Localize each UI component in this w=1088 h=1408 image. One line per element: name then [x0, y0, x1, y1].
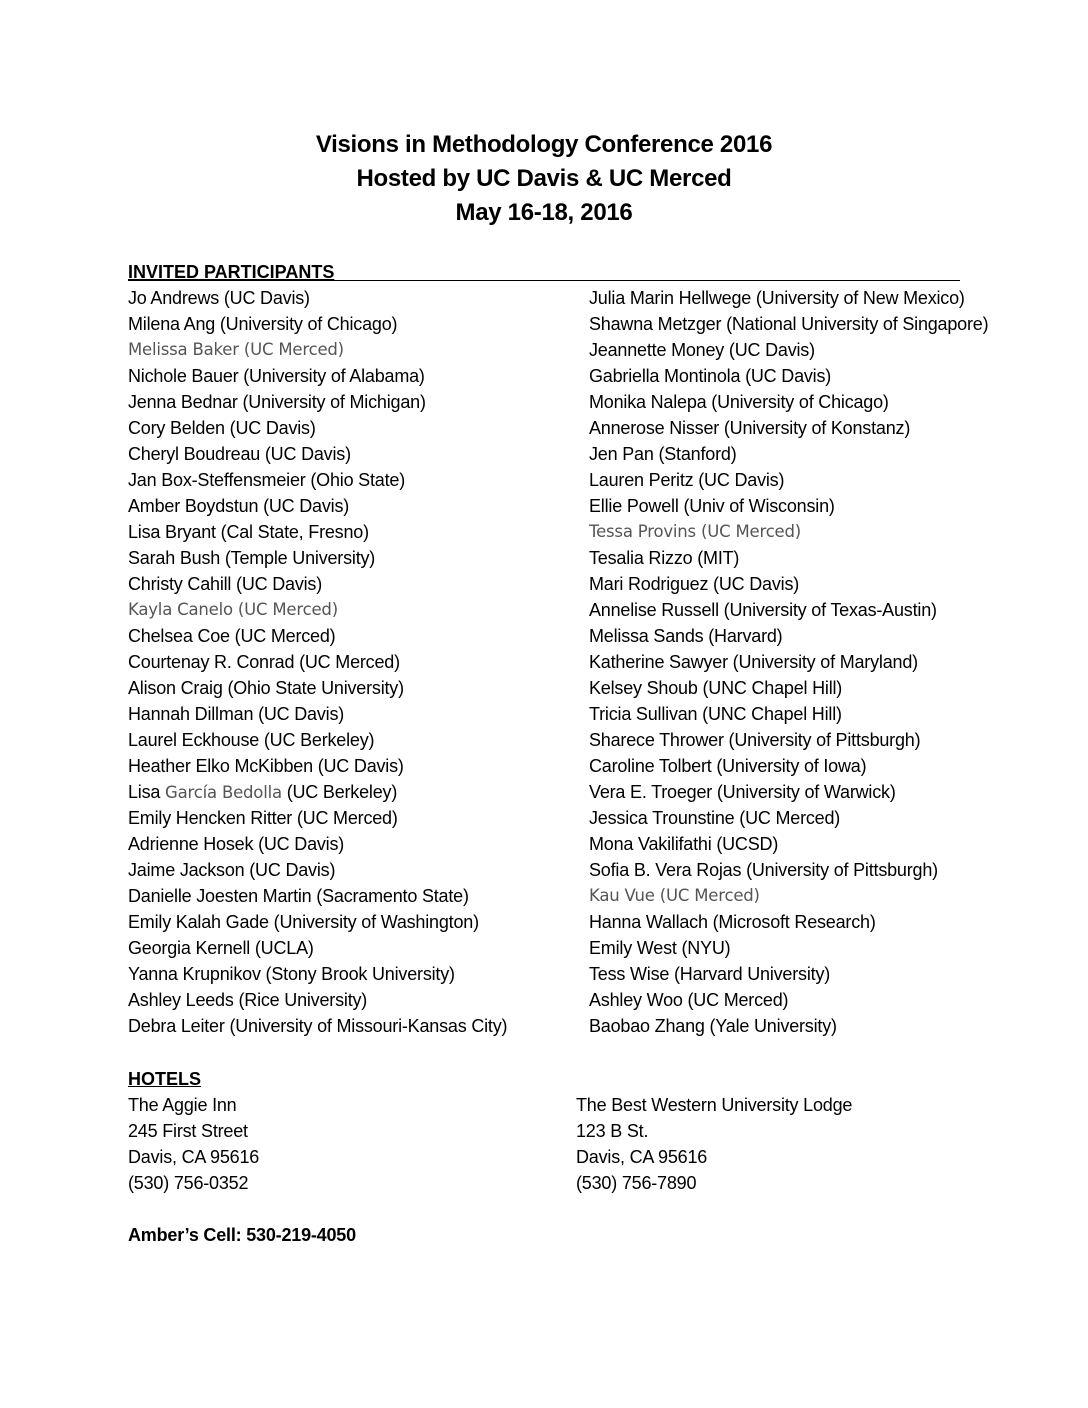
participant-item: Mari Rodriguez (UC Davis) — [589, 574, 800, 594]
participants-heading: INVITED PARTICIPANTS — [128, 262, 335, 282]
participant-item: Tessa Provins (UC Merced) — [589, 522, 802, 541]
participant-item: Georgia Kernell (UCLA) — [128, 938, 314, 958]
hotel-city: Davis, CA 95616 — [128, 1147, 260, 1167]
participant-item: Tricia Sullivan (UNC Chapel Hill) — [589, 704, 842, 724]
participant-item: Jan Box-Steffensmeier (Ohio State) — [128, 470, 405, 490]
title-line-2: Hosted by UC Davis & UC Merced — [356, 165, 732, 192]
participant-name-part: Lisa — [128, 782, 166, 802]
hotels-heading: HOTELS — [128, 1069, 202, 1089]
participant-item: Jaime Jackson (UC Davis) — [128, 860, 336, 880]
participant-item: Jo Andrews (UC Davis) — [128, 288, 310, 308]
participant-item: Melissa Sands (Harvard) — [589, 626, 783, 646]
hotel-name: The Aggie Inn — [128, 1095, 237, 1115]
participant-item: Katherine Sawyer (University of Maryland) — [589, 652, 918, 672]
participant-item: Cory Belden (UC Davis) — [128, 418, 316, 438]
participant-item: Adrienne Hosek (UC Davis) — [128, 834, 345, 854]
hotel-best-western — [576, 1092, 852, 1196]
participant-item: Amber Boydstun (UC Davis) — [128, 496, 350, 516]
participant-item: Sharece Thrower (University of Pittsburgh) — [589, 730, 921, 750]
participants-right-column — [589, 285, 988, 1039]
participant-item: Kelsey Shoub (UNC Chapel Hill) — [589, 678, 843, 698]
participant-item: Annerose Nisser (University of Konstanz) — [589, 418, 911, 438]
hotel-aggie-inn — [128, 1092, 259, 1196]
title-line-1: Visions in Methodology Conference 2016 — [315, 131, 773, 158]
hotel-street: 245 First Street — [128, 1121, 248, 1141]
participant-item: Jenna Bednar (University of Michigan) — [128, 392, 426, 412]
participant-item: Gabriella Montinola (UC Davis) — [589, 366, 832, 386]
participant-name-part: (UC Berkeley) — [281, 782, 398, 802]
participant-item: Lauren Peritz (UC Davis) — [589, 470, 785, 490]
participant-item: Ellie Powell (Univ of Wisconsin) — [589, 496, 835, 516]
participant-item: Monika Nalepa (University of Chicago) — [589, 392, 889, 412]
participant-item: Melissa Baker (UC Merced) — [128, 340, 344, 359]
participant-item: Danielle Joesten Martin (Sacramento State) — [128, 886, 469, 906]
participant-item: Shawna Metzger (National University of Singapore) — [589, 314, 989, 334]
participant-item: Nichole Bauer (University of Alabama) — [128, 366, 425, 386]
participant-name-part: García Bedolla — [165, 783, 282, 802]
participant-item: Tesalia Rizzo (MIT) — [589, 548, 740, 568]
contact-cell: Amber’s Cell: 530-219-4050 — [128, 1225, 356, 1245]
participant-item: Hannah Dillman (UC Davis) — [128, 704, 345, 724]
participant-item: Christy Cahill (UC Davis) — [128, 574, 323, 594]
participant-item: Heather Elko McKibben (UC Davis) — [128, 756, 404, 776]
hotel-phone: (530) 756-7890 — [576, 1173, 697, 1193]
section-divider — [128, 280, 960, 281]
participant-item: Emily West (NYU) — [589, 938, 731, 958]
participant-item: Annelise Russell (University of Texas-Austin) — [589, 600, 937, 620]
participant-item: Hanna Wallach (Microsoft Research) — [589, 912, 876, 932]
participant-item: Laurel Eckhouse (UC Berkeley) — [128, 730, 375, 750]
document-title — [0, 128, 1088, 230]
participant-item: Julia Marin Hellwege (University of New Mexico) — [589, 288, 965, 308]
participant-item: Ashley Woo (UC Merced) — [589, 990, 789, 1010]
participant-item: Jessica Trounstine (UC Merced) — [589, 808, 841, 828]
participant-item: Emily Hencken Ritter (UC Merced) — [128, 808, 398, 828]
participant-item: Jeannette Money (UC Davis) — [589, 340, 815, 360]
participant-item: Debra Leiter (University of Missouri-Kansas City) — [128, 1016, 508, 1036]
participant-item: Sarah Bush (Temple University) — [128, 548, 376, 568]
hotel-street: 123 B St. — [576, 1121, 649, 1141]
participant-item — [128, 779, 507, 805]
participant-item: Chelsea Coe (UC Merced) — [128, 626, 336, 646]
participants-left-column — [128, 285, 507, 1039]
participant-item: Yanna Krupnikov (Stony Brook University) — [128, 964, 455, 984]
hotel-name: The Best Western University Lodge — [576, 1095, 853, 1115]
participant-item: Vera E. Troeger (University of Warwick) — [589, 782, 896, 802]
participant-item: Tess Wise (Harvard University) — [589, 964, 831, 984]
participant-item: Lisa Bryant (Cal State, Fresno) — [128, 522, 369, 542]
participant-item: Sofia B. Vera Rojas (University of Pittsburgh) — [589, 860, 938, 880]
participant-item: Courtenay R. Conrad (UC Merced) — [128, 652, 400, 672]
participant-item: Ashley Leeds (Rice University) — [128, 990, 368, 1010]
hotel-phone: (530) 756-0352 — [128, 1173, 249, 1193]
hotel-city: Davis, CA 95616 — [576, 1147, 708, 1167]
participant-item: Baobao Zhang (Yale University) — [589, 1016, 837, 1036]
participant-item: Emily Kalah Gade (University of Washington) — [128, 912, 479, 932]
participant-item: Caroline Tolbert (University of Iowa) — [589, 756, 867, 776]
title-line-3: May 16-18, 2016 — [455, 199, 633, 226]
participant-item: Cheryl Boudreau (UC Davis) — [128, 444, 351, 464]
participant-item: Kau Vue (UC Merced) — [589, 886, 760, 905]
participant-item: Jen Pan (Stanford) — [589, 444, 737, 464]
participant-item: Mona Vakilifathi (UCSD) — [589, 834, 779, 854]
participant-item: Kayla Canelo (UC Merced) — [128, 600, 338, 619]
participant-item: Alison Craig (Ohio State University) — [128, 678, 404, 698]
participant-item: Milena Ang (University of Chicago) — [128, 314, 398, 334]
